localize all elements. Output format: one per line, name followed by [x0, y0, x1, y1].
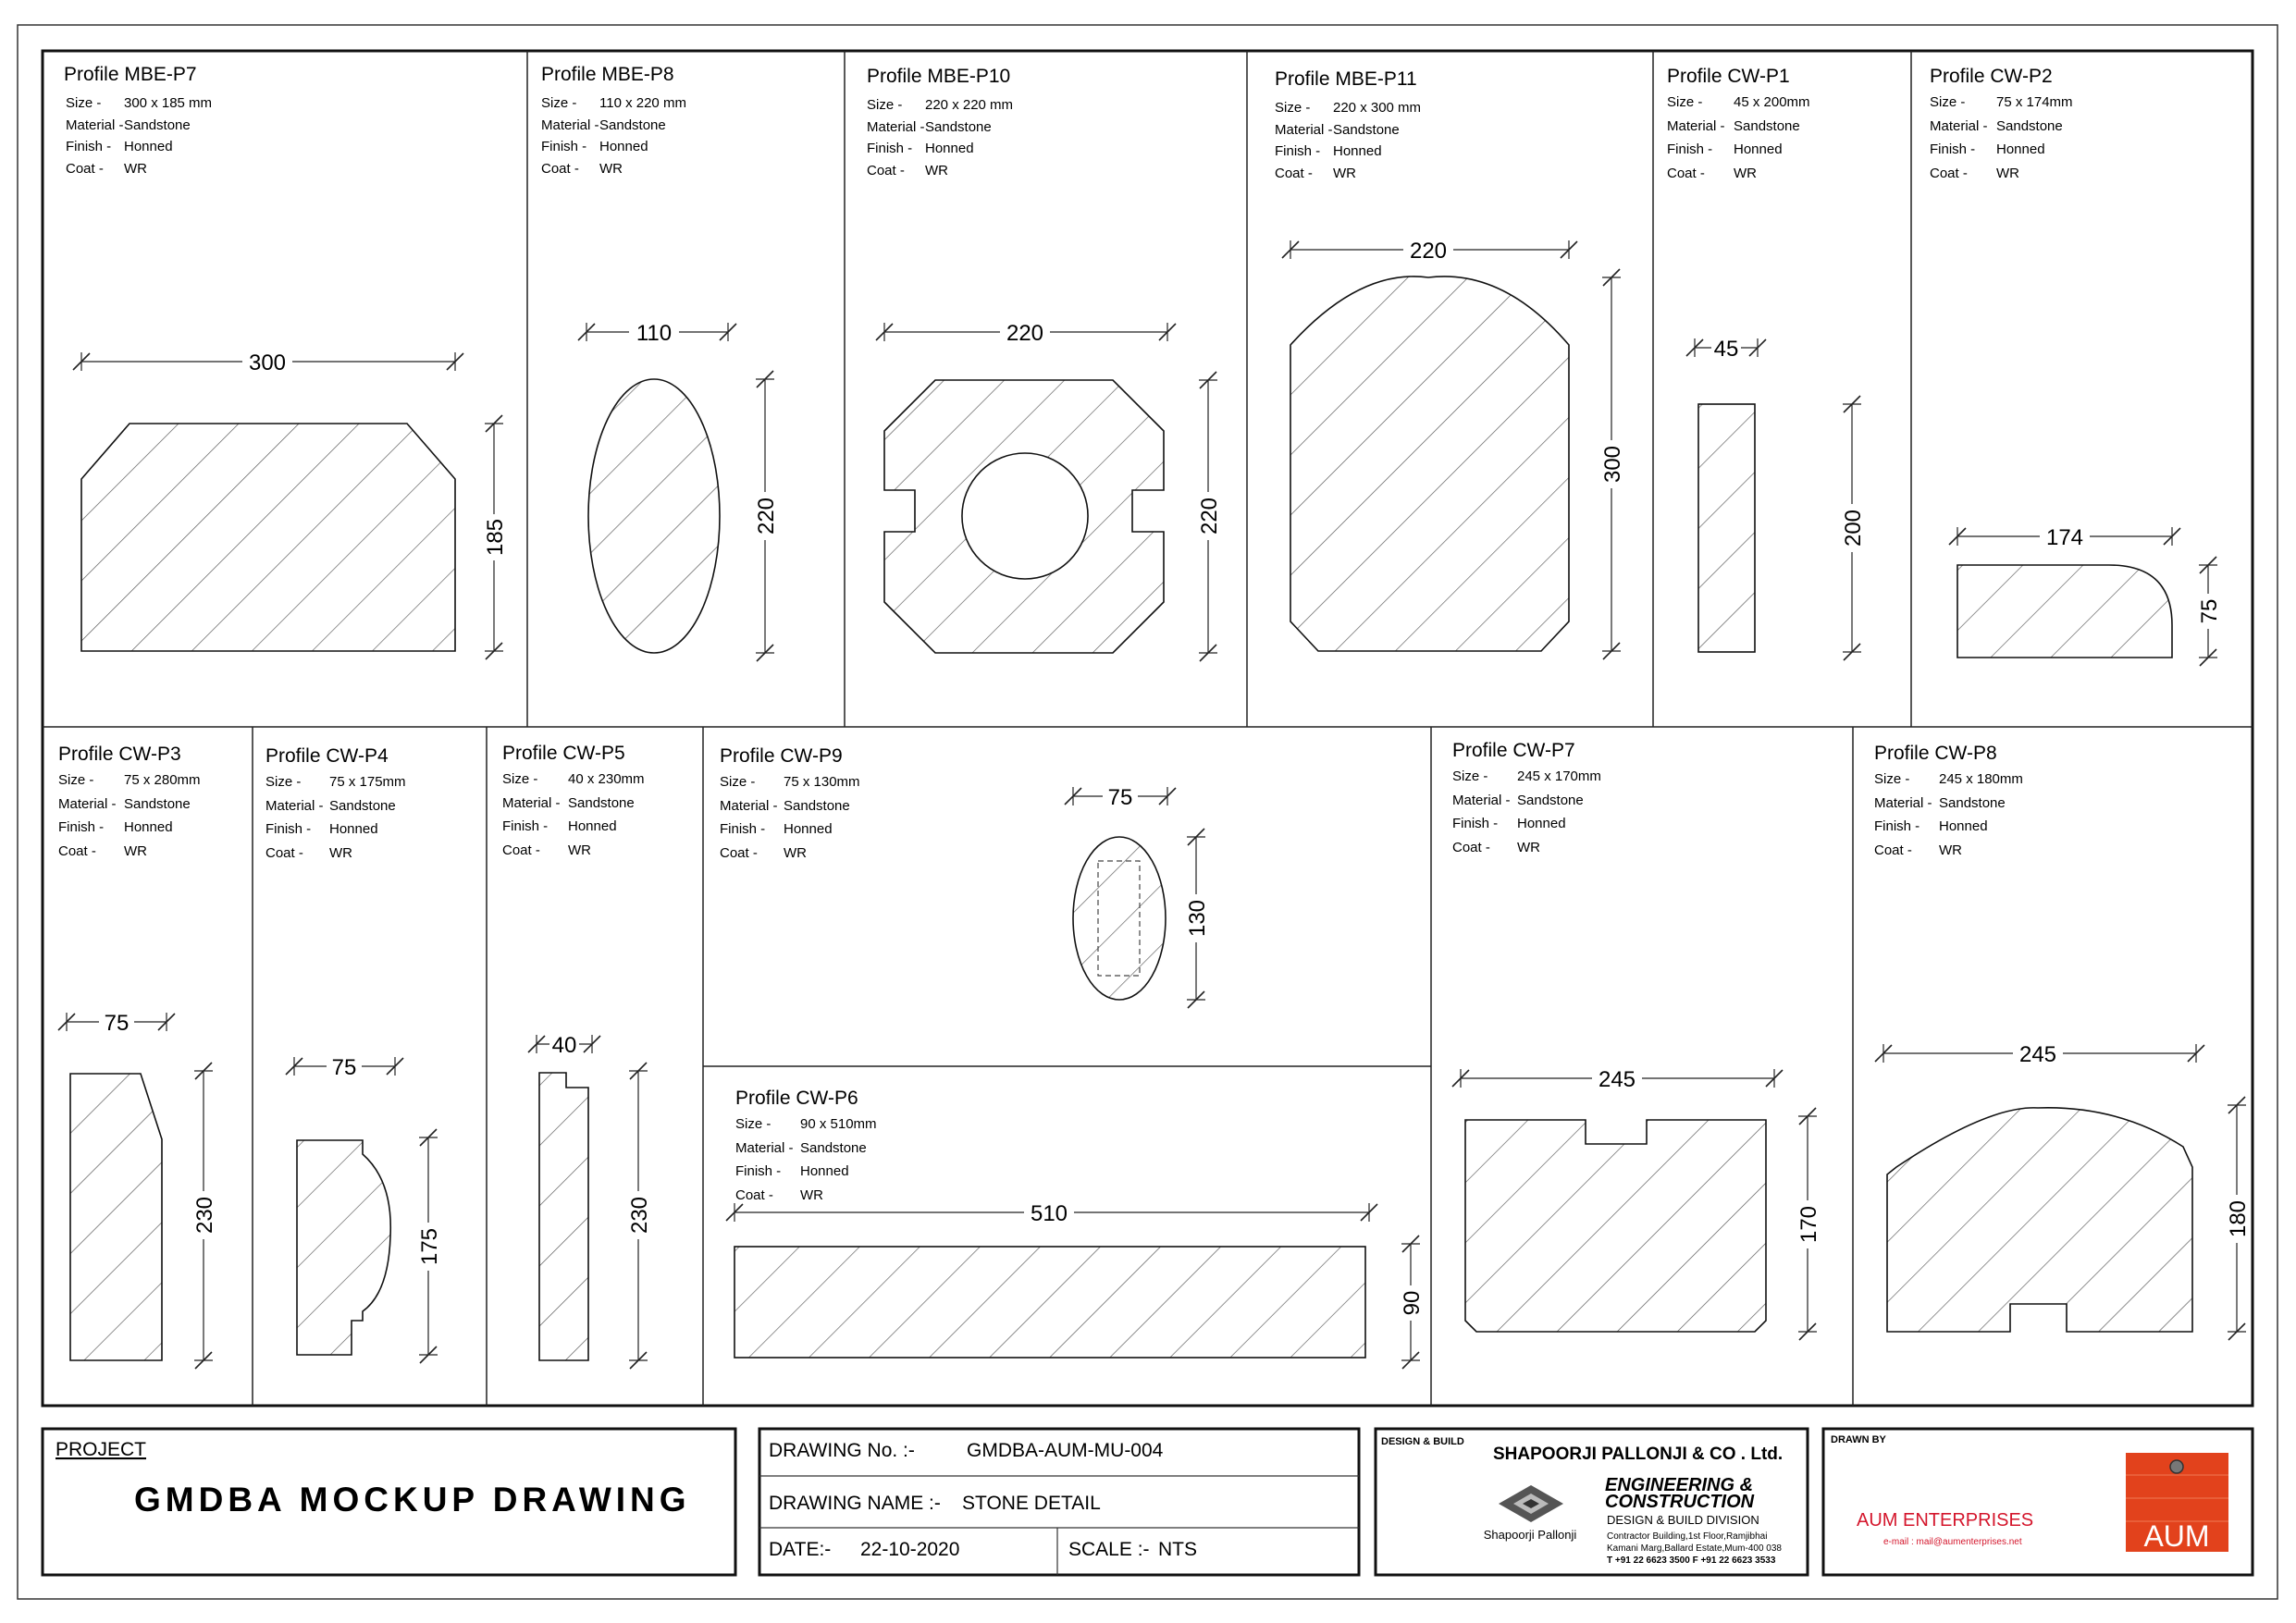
drawing-name-label: DRAWING NAME :-	[769, 1493, 941, 1514]
spec-material: Sandstone	[568, 795, 635, 811]
spec-size-label: Size -	[867, 97, 903, 113]
spec-size: 300 x 185 mm	[124, 95, 213, 111]
spec-coat: WR	[1517, 840, 1540, 855]
spec-size: 75 x 130mm	[784, 774, 860, 790]
spec-coat: WR	[124, 161, 147, 177]
dimension-label: 40	[551, 1033, 577, 1058]
spec-coat: WR	[329, 845, 352, 861]
dimension-label: 300	[248, 350, 287, 375]
spec-material-label: Material -	[265, 798, 324, 814]
profile-cw-p4	[265, 745, 442, 1363]
spec-coat-label: Coat -	[735, 1187, 773, 1203]
spec-size-label: Size -	[265, 774, 302, 790]
spec-coat: WR	[1939, 842, 1962, 858]
profile-cw-p1	[1667, 66, 1866, 660]
dimension-width	[1452, 1064, 1783, 1092]
spec-coat: WR	[800, 1187, 823, 1203]
dimension-height	[2223, 1097, 2251, 1340]
spec-coat-label: Coat -	[66, 161, 104, 177]
dimension-height	[190, 1063, 217, 1369]
dimension-height	[414, 1129, 442, 1363]
profile-cw-p5	[502, 743, 652, 1369]
spec-size: 220 x 300 mm	[1333, 100, 1422, 116]
spec-material: Sandstone	[599, 117, 666, 133]
spec-size: 75 x 280mm	[124, 772, 201, 788]
ec-line2: CONSTRUCTION	[1605, 1492, 1755, 1512]
spec-finish-label: Finish -	[541, 139, 587, 154]
spec-material: Sandstone	[1734, 118, 1800, 134]
stone-section	[1957, 565, 2172, 658]
stone-section	[884, 380, 1164, 653]
profile-mbe-p8	[541, 64, 779, 661]
address-line2: Kamani Marg,Ballard Estate,Mum-400 038	[1607, 1543, 1782, 1554]
spec-size: 245 x 170mm	[1517, 768, 1601, 784]
spec-finish-label: Finish -	[1930, 141, 1976, 157]
spec-finish-label: Finish -	[1452, 816, 1499, 831]
dimension-label: 185	[483, 518, 508, 557]
spec-coat-label: Coat -	[1667, 166, 1705, 181]
spec-coat-label: Coat -	[720, 845, 758, 861]
profile-title: Profile CW-P2	[1930, 66, 2053, 87]
profile-title: Profile CW-P1	[1667, 66, 1790, 87]
address-line1: Contractor Building,1st Floor,Ramjibhai	[1607, 1531, 1768, 1542]
dimension-label: 110	[636, 321, 673, 346]
spec-finish: Honned	[800, 1163, 849, 1179]
profile-title: Profile CW-P5	[502, 743, 625, 764]
pin-icon	[2170, 1460, 2183, 1473]
dimension-label: 90	[1400, 1290, 1425, 1316]
spec-finish-label: Finish -	[66, 139, 112, 154]
dimension-height	[1182, 829, 1210, 1008]
spec-finish: Honned	[329, 821, 378, 837]
spec-coat: WR	[124, 843, 147, 859]
spec-material: Sandstone	[329, 798, 396, 814]
profile-title: Profile CW-P4	[265, 745, 389, 767]
profile-title: Profile CW-P9	[720, 745, 843, 767]
spec-material: Sandstone	[1939, 795, 2006, 811]
spec-material: Sandstone	[1333, 122, 1400, 138]
profile-title: Profile CW-P7	[1452, 740, 1575, 761]
dimension-label: 75	[2197, 598, 2222, 624]
profile-cw-p3	[58, 744, 217, 1369]
dimension-label: 510	[1030, 1201, 1068, 1226]
project-box	[43, 1429, 735, 1575]
spec-size: 245 x 180mm	[1939, 771, 2023, 787]
spec-size-label: Size -	[1275, 100, 1311, 116]
dimension-height	[480, 415, 508, 659]
aum-logo	[2126, 1453, 2228, 1553]
spec-material-label: Material -	[867, 119, 925, 135]
dimension-label: 220	[1409, 239, 1448, 264]
spec-size-label: Size -	[502, 771, 538, 787]
spec-coat: WR	[568, 842, 591, 858]
spec-coat: WR	[925, 163, 948, 178]
spec-finish-label: Finish -	[720, 821, 766, 837]
dimension-width	[578, 317, 736, 346]
scale-label: SCALE :-	[1068, 1539, 1150, 1560]
dimension-width	[876, 317, 1176, 346]
profile-title: Profile MBE-P10	[867, 66, 1011, 87]
profile-mbe-p10	[867, 66, 1222, 661]
dimension-label: 245	[1598, 1067, 1636, 1092]
dimension-height	[1838, 396, 1866, 660]
design-build-label: DESIGN & BUILD	[1381, 1436, 1464, 1447]
spec-size-label: Size -	[720, 774, 756, 790]
scale: NTS	[1158, 1539, 1197, 1560]
project-label: PROJECT	[56, 1439, 147, 1460]
spec-material: Sandstone	[1517, 793, 1584, 808]
stone-section	[1465, 1120, 1766, 1332]
spec-material: Sandstone	[784, 798, 850, 814]
spec-material-label: Material -	[720, 798, 778, 814]
dimension-width	[726, 1198, 1377, 1226]
dimension-width	[73, 347, 463, 375]
spec-coat-label: Coat -	[58, 843, 96, 859]
dimension-height	[751, 371, 779, 661]
spec-finish: Honned	[1996, 141, 2045, 157]
dimension-width	[528, 1029, 600, 1058]
spec-finish-label: Finish -	[1667, 141, 1713, 157]
dimension-label: 75	[104, 1011, 130, 1036]
spec-material: Sandstone	[925, 119, 992, 135]
spec-size-label: Size -	[735, 1116, 772, 1132]
spec-finish-label: Finish -	[1275, 143, 1321, 159]
spec-material-label: Material -	[735, 1140, 794, 1156]
ec-line1: ENGINEERING &	[1605, 1475, 1754, 1495]
dimension-label: 130	[1185, 899, 1210, 938]
spec-size-label: Size -	[1874, 771, 1910, 787]
spec-material-label: Material -	[1275, 122, 1333, 138]
spec-coat-label: Coat -	[1275, 166, 1313, 181]
spec-coat: WR	[1333, 166, 1356, 181]
dimension-width	[58, 1007, 175, 1036]
spec-finish-label: Finish -	[735, 1163, 782, 1179]
spec-coat-label: Coat -	[265, 845, 303, 861]
dimension-height	[1794, 1108, 1821, 1340]
profile-title: Profile CW-P6	[735, 1088, 858, 1109]
drawing-no: GMDBA-AUM-MU-004	[967, 1440, 1164, 1461]
dimension-label: 230	[192, 1196, 217, 1235]
spec-finish: Honned	[1333, 143, 1382, 159]
profile-title: Profile CW-P3	[58, 744, 181, 765]
spec-material-label: Material -	[58, 796, 117, 812]
spec-size-label: Size -	[66, 95, 102, 111]
date: 22-10-2020	[860, 1539, 960, 1560]
title-block	[43, 1429, 2253, 1575]
spec-finish: Honned	[784, 821, 833, 837]
spec-material-label: Material -	[541, 117, 599, 133]
project-name: GMDBA MOCKUP DRAWING	[134, 1481, 691, 1518]
drawing-no-label: DRAWING No. :-	[769, 1440, 915, 1461]
company-name: SHAPOORJI PALLONJI & CO . Ltd.	[1493, 1445, 1784, 1464]
spec-finish: Honned	[568, 818, 617, 834]
profile-title: Profile MBE-P8	[541, 64, 674, 85]
profile-mbe-p7	[64, 64, 508, 659]
dimension-label: 200	[1841, 509, 1866, 547]
spec-coat-label: Coat -	[1930, 166, 1968, 181]
stone-section	[1887, 1108, 2192, 1332]
spec-finish: Honned	[124, 819, 173, 835]
spec-coat: WR	[1734, 166, 1757, 181]
spec-material-label: Material -	[1930, 118, 1988, 134]
dimension-label: 45	[1713, 337, 1739, 362]
spec-coat-label: Coat -	[1452, 840, 1490, 855]
drawing-name: STONE DETAIL	[962, 1493, 1101, 1514]
spec-size-label: Size -	[1452, 768, 1488, 784]
drawn-by-company: AUM ENTERPRISES	[1857, 1510, 2034, 1531]
profile-cw-p2	[1930, 66, 2222, 666]
profile-title: Profile MBE-P11	[1275, 68, 1417, 90]
dimension-width	[1065, 781, 1176, 810]
dimension-label: 75	[1107, 785, 1133, 810]
shapoorji-logo-icon	[1499, 1485, 1563, 1522]
profile-cw-p9	[720, 745, 1210, 1008]
stone-section	[734, 1247, 1365, 1358]
stone-section	[1290, 277, 1569, 651]
stone-section	[297, 1140, 390, 1355]
spec-size-label: Size -	[58, 772, 94, 788]
drawn-by-box	[1823, 1429, 2253, 1575]
spec-material-label: Material -	[1667, 118, 1725, 134]
division: DESIGN & BUILD DIVISION	[1607, 1513, 1759, 1527]
dimension-height	[624, 1063, 652, 1369]
spec-coat: WR	[784, 845, 807, 861]
dimension-width	[286, 1051, 403, 1080]
spec-material: Sandstone	[124, 796, 191, 812]
stone-section	[539, 1073, 588, 1360]
spec-size: 75 x 174mm	[1996, 94, 2073, 110]
spec-coat-label: Coat -	[502, 842, 540, 858]
spec-finish-label: Finish -	[867, 141, 913, 156]
dimension-label: 300	[1600, 445, 1625, 484]
spec-finish-label: Finish -	[58, 819, 105, 835]
phone: T +91 22 6623 3500 F +91 22 6623 3533	[1607, 1555, 1776, 1566]
spec-finish: Honned	[124, 139, 173, 154]
spec-finish: Honned	[599, 139, 648, 154]
dimension-label: 220	[1197, 497, 1222, 535]
profile-mbe-p11	[1275, 68, 1625, 659]
stone-section	[81, 424, 455, 651]
spec-finish-label: Finish -	[1874, 818, 1920, 834]
dimension-label: 75	[331, 1055, 357, 1080]
dimension-height	[1194, 372, 1222, 661]
dimension-label: 245	[2018, 1042, 2057, 1067]
spec-finish-label: Finish -	[265, 821, 312, 837]
spec-material: Sandstone	[800, 1140, 867, 1156]
dimension-width	[1875, 1039, 2204, 1067]
spec-finish: Honned	[925, 141, 974, 156]
stone-section	[1698, 404, 1755, 652]
spec-size: 40 x 230mm	[568, 771, 645, 787]
dimension-width	[1282, 235, 1577, 264]
dimension-width	[1686, 333, 1766, 362]
spec-size-label: Size -	[541, 95, 577, 111]
dimension-label: 175	[417, 1227, 442, 1266]
spec-material-label: Material -	[1874, 795, 1932, 811]
dimension-label: 230	[627, 1196, 652, 1235]
drawn-by-label: DRAWN BY	[1831, 1434, 1886, 1445]
spec-size: 110 x 220 mm	[599, 95, 686, 111]
profile-cw-p8	[1874, 743, 2251, 1340]
date-label: DATE:-	[769, 1539, 832, 1560]
profile-cw-p6	[726, 1088, 1425, 1369]
spec-coat: WR	[599, 161, 623, 177]
design-build-box	[1376, 1429, 1808, 1575]
spec-size: 220 x 220 mm	[925, 97, 1014, 113]
spec-finish: Honned	[1939, 818, 1988, 834]
dimension-label: 180	[2226, 1199, 2251, 1238]
spec-size: 45 x 200mm	[1734, 94, 1810, 110]
spec-finish: Honned	[1734, 141, 1783, 157]
spec-finish-label: Finish -	[502, 818, 549, 834]
spec-coat: WR	[1996, 166, 2019, 181]
dimension-label: 170	[1796, 1205, 1821, 1244]
profile-title: Profile CW-P8	[1874, 743, 1997, 764]
dimension-label: 220	[1006, 321, 1044, 346]
dimension-height	[1397, 1236, 1425, 1369]
dimension-label: 220	[754, 497, 779, 535]
spec-material-label: Material -	[502, 795, 561, 811]
stone-section	[588, 379, 720, 653]
dimension-height	[2194, 557, 2222, 666]
drawing-info-box	[759, 1429, 1359, 1575]
spec-size-label: Size -	[1930, 94, 1966, 110]
dimension-label: 174	[2045, 525, 2084, 550]
stone-section	[70, 1074, 162, 1360]
spec-size: 90 x 510mm	[800, 1116, 877, 1132]
dimension-width	[1949, 522, 2180, 550]
profile-title: Profile MBE-P7	[64, 64, 197, 85]
spec-finish: Honned	[1517, 816, 1566, 831]
spec-material-label: Material -	[66, 117, 124, 133]
aum-logo-text: AUM	[2143, 1519, 2210, 1553]
spec-coat-label: Coat -	[541, 161, 579, 177]
company-logo-caption: Shapoorji Pallonji	[1483, 1528, 1577, 1542]
drawn-by-email: e-mail : mail@aumenterprises.net	[1883, 1537, 2022, 1547]
spec-material: Sandstone	[1996, 118, 2063, 134]
spec-material-label: Material -	[1452, 793, 1511, 808]
spec-coat-label: Coat -	[1874, 842, 1912, 858]
spec-material: Sandstone	[124, 117, 191, 133]
spec-size-label: Size -	[1667, 94, 1703, 110]
profile-cw-p7	[1452, 740, 1821, 1340]
spec-size: 75 x 175mm	[329, 774, 406, 790]
dimension-height	[1598, 269, 1625, 659]
spec-coat-label: Coat -	[867, 163, 905, 178]
